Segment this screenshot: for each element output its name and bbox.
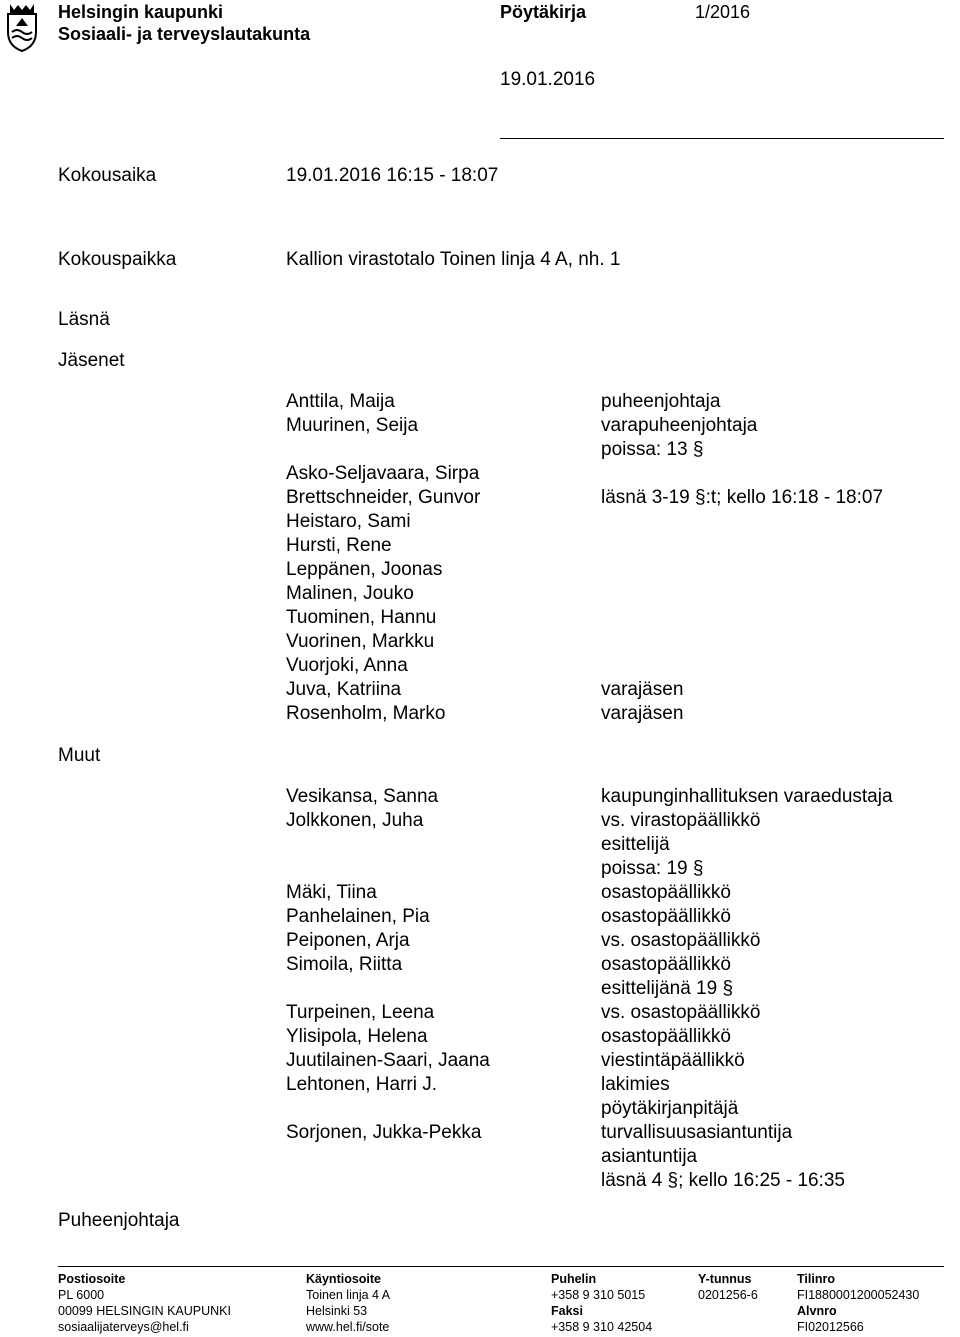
meeting-place-label: Kokouspaikka <box>58 249 177 270</box>
footer-fax-heading: Faksi <box>551 1304 583 1318</box>
other-role: osastopäällikkö <box>601 882 731 903</box>
section-members: Jäsenet <box>58 350 125 371</box>
footer-website: www.hel.fi/sote <box>306 1320 390 1334</box>
member-name: Hursti, Rene <box>286 535 392 556</box>
section-present: Läsnä <box>58 309 110 330</box>
others-names <box>286 785 490 1193</box>
other-role: esittelijä <box>601 834 670 855</box>
member-role <box>601 630 883 654</box>
member-role <box>601 558 883 582</box>
other-name <box>286 1169 490 1193</box>
footer-business-id-value: 0201256-6 <box>698 1288 758 1302</box>
other-name: Juutilainen-Saari, Jaana <box>286 1050 490 1071</box>
doc-number: 1/2016 <box>695 2 751 22</box>
footer-phone <box>551 1271 652 1335</box>
member-role <box>601 534 883 558</box>
footer-account-value: FI1880001200052430 <box>797 1288 920 1302</box>
other-role: lakimies <box>601 1074 670 1095</box>
other-role: osastopäällikkö <box>601 954 731 975</box>
footer-postal-line: PL 6000 <box>58 1288 105 1302</box>
footer-rule <box>58 1266 944 1267</box>
member-role: läsnä 3-19 §:t; kello 16:18 - 18:07 <box>601 487 884 508</box>
member-role: varapuheenjohtaja <box>601 415 758 436</box>
member-role: puheenjohtaja <box>601 391 721 412</box>
helsinki-crest-logo <box>2 2 42 52</box>
member-name: Vuorinen, Markku <box>286 631 435 652</box>
footer-business-id-heading: Y-tunnus <box>698 1272 752 1286</box>
other-name <box>286 833 490 857</box>
header-rule <box>500 138 944 139</box>
footer-postal-heading: Postiosoite <box>58 1272 126 1286</box>
footer-email: sosiaalijaterveys@hel.fi <box>58 1320 189 1334</box>
other-name: Sorjonen, Jukka-Pekka <box>286 1122 482 1143</box>
other-role: poissa: 19 § <box>601 858 704 879</box>
section-chair: Puheenjohtaja <box>58 1210 180 1231</box>
footer-account-heading: Tilinro <box>797 1272 835 1286</box>
members-roles <box>601 390 883 726</box>
member-name: Heistaro, Sami <box>286 511 411 532</box>
member-name: Malinen, Jouko <box>286 583 414 604</box>
others-roles <box>601 785 893 1193</box>
other-role: turvallisuusasiantuntija <box>601 1122 793 1143</box>
other-role: esittelijänä 19 § <box>601 978 734 999</box>
doc-date: 19.01.2016 <box>500 69 596 90</box>
footer-visit-line: Helsinki 53 <box>306 1304 368 1318</box>
member-name: Tuominen, Hannu <box>286 607 437 628</box>
members-names <box>286 390 480 726</box>
other-name <box>286 977 490 1001</box>
member-name: Vuorjoki, Anna <box>286 655 408 676</box>
footer-vat-heading: Alvnro <box>797 1304 837 1318</box>
other-role: läsnä 4 §; kello 16:25 - 16:35 <box>601 1170 846 1191</box>
other-name: Mäki, Tiina <box>286 882 377 903</box>
member-role <box>601 606 883 630</box>
other-role: osastopäällikkö <box>601 906 731 927</box>
member-name: Brettschneider, Gunvor <box>286 487 481 508</box>
footer-visit-heading: Käyntiosoite <box>306 1272 382 1286</box>
other-role: vs. osastopäällikkö <box>601 1002 761 1023</box>
other-name: Simoila, Riitta <box>286 954 403 975</box>
member-role: varajäsen <box>601 679 684 700</box>
footer-business-id <box>698 1271 758 1303</box>
member-name: Rosenholm, Marko <box>286 703 446 724</box>
member-name: Muurinen, Seija <box>286 415 419 436</box>
member-role <box>601 510 883 534</box>
member-name <box>286 438 480 462</box>
other-name: Lehtonen, Harri J. <box>286 1074 438 1095</box>
other-name: Turpeinen, Leena <box>286 1002 435 1023</box>
other-name: Panhelainen, Pia <box>286 906 430 927</box>
other-name: Peiponen, Arja <box>286 930 410 951</box>
meeting-place-value: Kallion virastotalo Toinen linja 4 A, nh. 1 <box>286 249 621 270</box>
other-role: vs. virastopäällikkö <box>601 810 761 831</box>
other-name <box>286 1097 490 1121</box>
other-name <box>286 857 490 881</box>
meeting-time-value: 19.01.2016 16:15 - 18:07 <box>286 165 499 186</box>
board-name: Sosiaali- ja terveyslautakunta <box>58 24 311 44</box>
meeting-time-label: Kokousaika <box>58 165 157 186</box>
other-role: viestintäpäällikkö <box>601 1050 745 1071</box>
doc-type: Pöytäkirja <box>500 2 587 22</box>
other-role: kaupunginhallituksen varaedustaja <box>601 786 893 807</box>
member-name: Asko-Seljavaara, Sirpa <box>286 463 480 484</box>
other-role: osastopäällikkö <box>601 1026 731 1047</box>
footer-fax-number: +358 9 310 42504 <box>551 1320 653 1334</box>
member-role <box>601 654 883 678</box>
org-name: Helsingin kaupunki <box>58 2 224 22</box>
other-name: Ylisipola, Helena <box>286 1026 428 1047</box>
member-role <box>601 462 883 486</box>
other-role: vs. osastopäällikkö <box>601 930 761 951</box>
member-name: Leppänen, Joonas <box>286 559 443 580</box>
member-name: Anttila, Maija <box>286 391 395 412</box>
footer-phone-heading: Puhelin <box>551 1272 597 1286</box>
member-role <box>601 582 883 606</box>
other-role: pöytäkirjanpitäjä <box>601 1098 739 1119</box>
member-name: Juva, Katriina <box>286 679 402 700</box>
footer-vat-value: FI02012566 <box>797 1320 864 1334</box>
footer-visit <box>306 1271 390 1335</box>
footer-postal <box>58 1271 231 1335</box>
footer-phone-number: +358 9 310 5015 <box>551 1288 646 1302</box>
other-name: Jolkkonen, Juha <box>286 810 424 831</box>
footer-account <box>797 1271 919 1335</box>
other-name <box>286 1145 490 1169</box>
footer-visit-line: Toinen linja 4 A <box>306 1288 391 1302</box>
member-role: poissa: 13 § <box>601 439 704 460</box>
section-others: Muut <box>58 745 101 766</box>
other-role: asiantuntija <box>601 1146 698 1167</box>
member-role: varajäsen <box>601 703 684 724</box>
footer-postal-line: 00099 HELSINGIN KAUPUNKI <box>58 1304 231 1318</box>
other-name: Vesikansa, Sanna <box>286 786 439 807</box>
